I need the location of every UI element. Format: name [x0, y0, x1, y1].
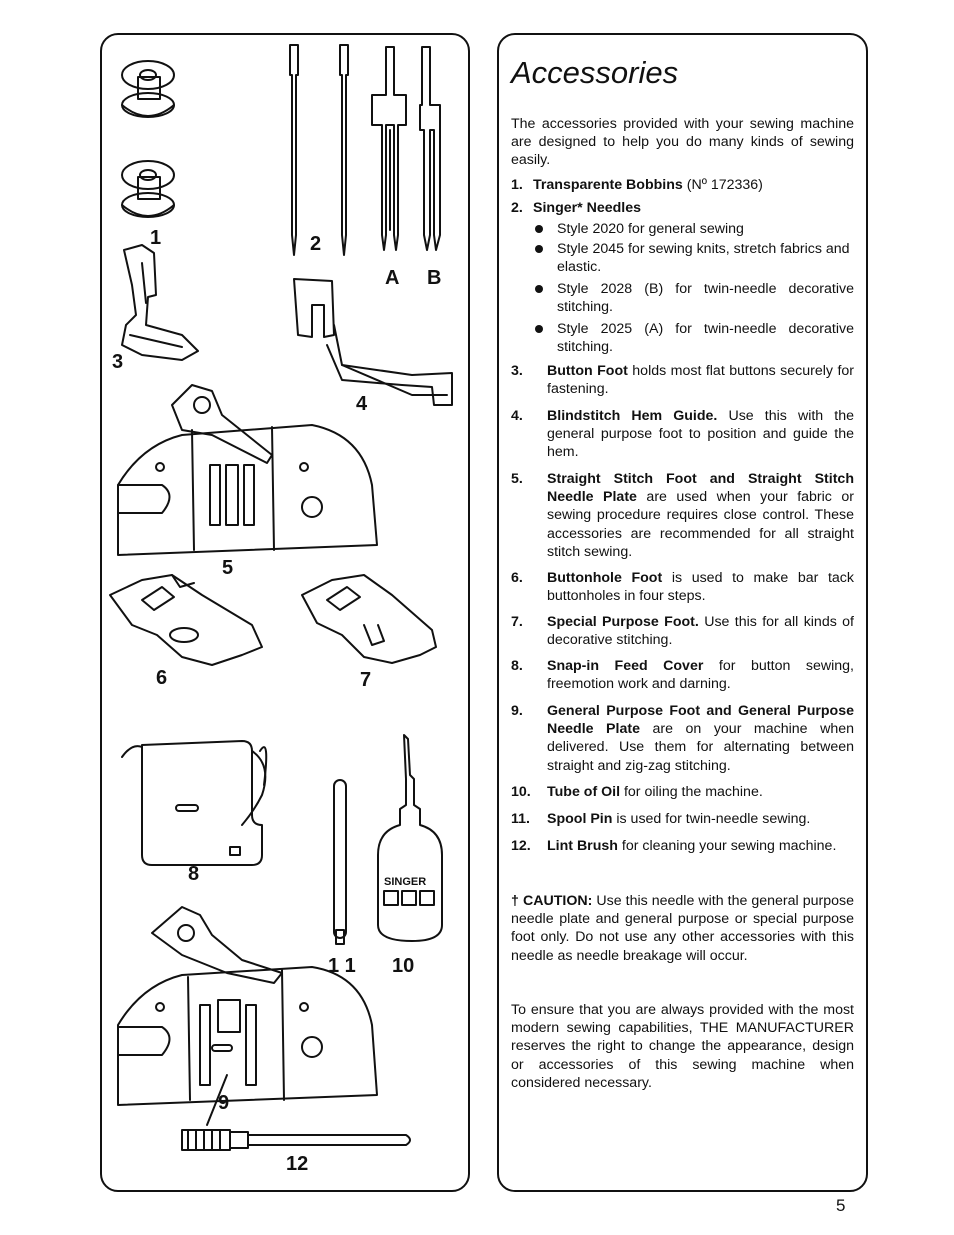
list-item	[511, 810, 854, 828]
item-title: General Purpose Foot and General Purpose Needle Plate	[547, 703, 854, 738]
oil-tube-icon	[378, 735, 442, 941]
feed-cover-icon	[122, 741, 266, 865]
intro-paragraph: The accessories provided with your sewing machine are designed to help you do many kinds of sewing easily.	[511, 116, 854, 169]
needle-text: Style 2028 (B) for twin-needle decorative stitching.	[557, 281, 854, 316]
figure-label-3: 3	[112, 351, 124, 373]
closing-paragraph: To ensure that you are always provided with the most modern sewing capabilities, THE MANUFACTURER reserves the right to change the appearance, design or accessories of this sewing machine when considered necessary.	[511, 1002, 854, 1091]
list-item	[511, 702, 854, 775]
needle-bullet	[535, 220, 854, 238]
item-number: 6.	[511, 570, 523, 586]
item-number: 5.	[511, 471, 523, 487]
list-item	[511, 569, 854, 605]
needle-bullet	[535, 280, 854, 316]
needle-icon	[290, 45, 298, 255]
button-foot-icon	[122, 245, 198, 360]
list-item	[511, 470, 854, 561]
item-number: 4.	[511, 408, 523, 424]
item-title: Singer* Needles	[533, 200, 642, 216]
item-title: Snap-in Feed Cover	[547, 658, 704, 674]
bullet-icon	[535, 325, 543, 333]
twin-needle-a-icon	[372, 47, 406, 250]
needle-text: Style 2025 (A) for twin-needle decorative stitching.	[557, 321, 854, 356]
item-number: 10.	[511, 784, 531, 800]
figure-label-11: 1 1	[328, 955, 356, 977]
blindstitch-guide-icon	[294, 279, 452, 405]
item-title: Lint Brush	[547, 838, 618, 854]
figure-label-10: 10	[392, 955, 415, 977]
item-number: 1.	[511, 177, 523, 193]
needle-icon	[340, 45, 348, 255]
bullet-icon	[535, 285, 543, 293]
figure-label-a: A	[385, 267, 400, 289]
needle-text: Style 2045 for sewing knits, stretch fabrics and elastic.	[557, 241, 850, 276]
list-item	[511, 407, 854, 462]
list-item	[511, 837, 854, 855]
oil-brand-label: SINGER	[384, 876, 427, 888]
bullet-icon	[535, 245, 543, 253]
buttonhole-foot-icon	[110, 575, 262, 665]
item-text: Use this for all kinds of decorative stitching.	[547, 614, 855, 649]
caution-paragraph	[511, 892, 854, 965]
general-purpose-plate-icon	[118, 907, 377, 1125]
figure-label-7: 7	[360, 669, 372, 691]
item-text: for oiling the machine.	[620, 784, 763, 800]
list-item	[511, 657, 854, 693]
item-text: holds most flat buttons securely for fastening.	[547, 363, 854, 398]
item-title: Button Foot	[547, 363, 628, 379]
bobbin-icon	[122, 61, 174, 117]
item-text: Use this with the general purpose foot to position and guide the hem.	[547, 408, 854, 461]
item-number: 8.	[511, 658, 523, 674]
figure-label-b: B	[427, 267, 442, 289]
item-number: 3.	[511, 363, 523, 379]
needle-bullet	[535, 320, 854, 356]
figure-label-4: 4	[356, 393, 368, 415]
list-item	[511, 783, 854, 801]
item-number: 12.	[511, 838, 531, 854]
text-panel	[497, 33, 868, 1192]
straight-stitch-plate-icon	[118, 385, 377, 555]
list-item	[511, 199, 854, 217]
item-title: Tube of Oil	[547, 784, 621, 800]
figure-label-8: 8	[188, 863, 200, 885]
item-number: 9.	[511, 703, 523, 719]
needle-text: Style 2020 for general sewing	[557, 221, 744, 237]
spool-pin-icon	[334, 780, 346, 944]
twin-needle-b-icon	[420, 47, 440, 250]
item-text: are on your machine when delivered. Use them for alternating between straight and zig-zag stitching.	[547, 721, 854, 774]
item-number: 7.	[511, 614, 523, 630]
item-title: Buttonhole Foot	[547, 570, 663, 586]
illustration-panel	[100, 33, 470, 1192]
page-number: 5	[836, 1196, 846, 1215]
item-title: Spool Pin	[547, 811, 613, 827]
list-item	[511, 613, 854, 649]
item-text: is used to make bar tack buttonholes in four steps.	[547, 570, 854, 605]
item-number: 2.	[511, 200, 523, 216]
figure-label-6: 6	[156, 667, 168, 689]
needle-bullet	[535, 240, 854, 276]
caution-label: † CAUTION:	[511, 893, 593, 909]
figure-label-12: 12	[286, 1153, 309, 1175]
special-purpose-foot-icon	[302, 575, 436, 663]
caution-text: Use this needle with the general purpose needle plate and general purpose or special purpose foot only. Do not use any other accessories with this needle as needle breakage will occur.	[511, 893, 854, 964]
list-item	[511, 362, 854, 398]
item-title: Transparente Bobbins	[533, 177, 683, 193]
list-item	[511, 176, 854, 194]
accessories-illustration	[102, 35, 468, 1190]
figure-label-9: 9	[218, 1092, 230, 1114]
figure-label-2: 2	[310, 233, 322, 255]
item-number: 11.	[511, 811, 530, 827]
item-title: Special Purpose Foot.	[547, 614, 699, 630]
lint-brush-icon	[182, 1130, 410, 1150]
item-text: for cleaning your sewing machine.	[617, 838, 837, 854]
bullet-icon	[535, 225, 543, 233]
item-text: for button sewing, freemotion work and darning.	[547, 658, 855, 693]
item-title: Straight Stitch Foot and Straight Stitch Needle Plate	[547, 471, 854, 506]
item-title: Blindstitch Hem Guide.	[547, 408, 718, 424]
item-text: (Nº 172336)	[682, 177, 763, 193]
figure-label-5: 5	[222, 557, 234, 579]
page-title: Accessories	[511, 55, 679, 90]
item-text: are used when your fabric or sewing procedure requires close control. These accessories are recommended for all straight stitch sewing.	[547, 489, 854, 560]
item-text: is used for twin-needle sewing.	[612, 811, 811, 827]
figure-label-1: 1	[150, 227, 162, 249]
bobbin-icon	[122, 161, 174, 217]
